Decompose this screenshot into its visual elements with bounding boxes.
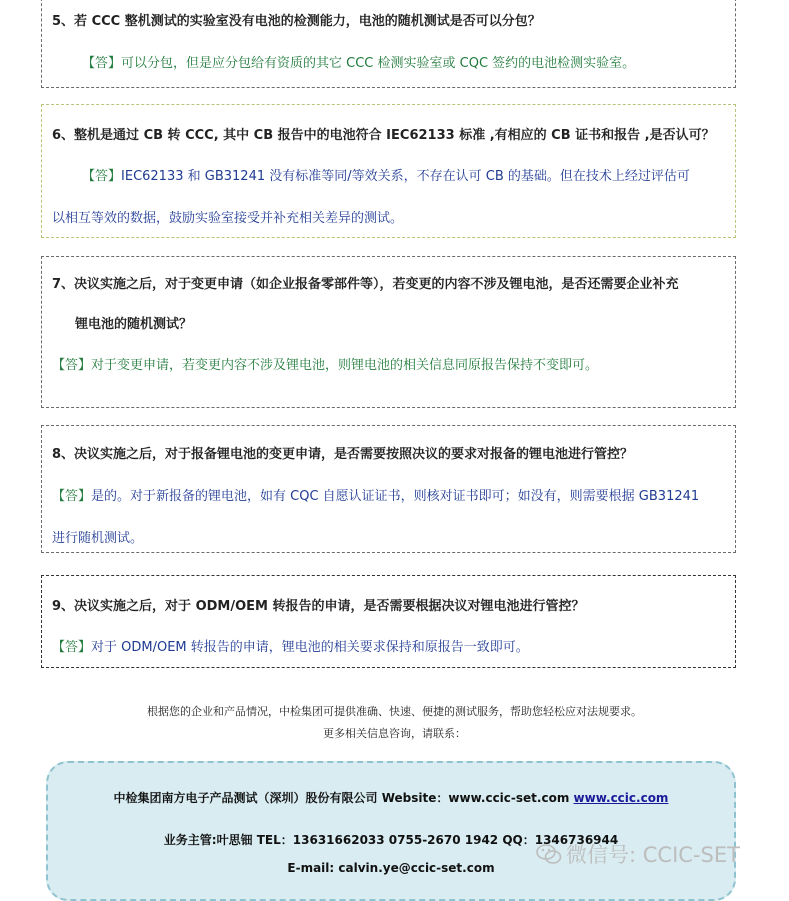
qa-box-6 xyxy=(41,104,736,238)
question-9: 9、决议实施之后，对于 ODM/OEM 转报告的申请，是否需要根据决议对锂电池进行管控？ xyxy=(52,599,585,614)
wechat-icon xyxy=(536,843,562,865)
question-6: 6、整机是通过 CB 转 CCC, 其中 CB 报告中的电池符合 IEC62133 标准 ,有相应的 CB 证书和报告 ,是否认可？ xyxy=(52,128,715,143)
answer-8 xyxy=(52,485,699,504)
manager-line: 业务主管:叶思钿 TEL：13631662033 0755-2670 1942 QQ：1346736944 xyxy=(163,833,619,847)
question-7: 7、决议实施之后，对于变更申请（如企业报备零部件等），若变更的内容不涉及锂电池，是否还需要企业补充 xyxy=(52,277,679,292)
qa-box-7 xyxy=(41,256,736,408)
answer-5 xyxy=(82,52,635,71)
answer-tag: 【答】 xyxy=(82,169,122,184)
answer-tag: 【答】 xyxy=(82,56,122,71)
answer-text: 是的。对于新报备的锂电池，如有 CQC 自愿认证证书，则核对证书即可；如没有，则需要根据 GB31241 xyxy=(91,489,700,504)
question-5: 5、若 CCC 整机测试的实验室没有电池的检测能力，电池的随机测试是否可以分包？ xyxy=(52,14,541,29)
company-name: 中检集团南方电子产品测试（深圳）股份有限公司 Website： xyxy=(113,791,449,805)
answer-text: 对于变更申请，若变更内容不涉及锂电池，则锂电池的相关信息同原报告保持不变即可。 xyxy=(91,358,599,373)
answer-8-cont: 进行随机测试。 xyxy=(52,531,144,546)
answer-6 xyxy=(82,165,690,184)
email-line: E-mail: calvin.ye@ccic-set.com xyxy=(287,861,495,875)
qa-box-8 xyxy=(41,425,736,553)
qa-box-9 xyxy=(41,575,736,668)
answer-tag: 【答】 xyxy=(52,489,92,504)
question-7-cont: 锂电池的随机测试？ xyxy=(75,317,193,332)
question-8: 8、决议实施之后，对于报备锂电池的变更申请，是否需要按照决议的要求对报备的锂电池进行管控？ xyxy=(52,447,634,462)
contact-card xyxy=(46,761,736,901)
footer-line-1: 根据您的企业和产品情况，中检集团可提供准确、快速、便捷的测试服务，帮助您轻松应对法规要求。 xyxy=(147,705,642,718)
answer-text: IEC62133 和 GB31241 没有标准等同/等效关系，不存在认可 CB 的基础。但在技术上经过评估可 xyxy=(121,169,690,184)
answer-7 xyxy=(52,354,598,373)
answer-tag: 【答】 xyxy=(52,640,92,655)
answer-text: 可以分包，但是应分包给有资质的其它 CCC 检测实验室或 CQC 签约的电池检测实验室。 xyxy=(121,56,636,71)
answer-9 xyxy=(52,636,529,655)
website-link-1[interactable]: www.ccic-set.com xyxy=(448,791,570,805)
company-line xyxy=(48,789,734,806)
answer-6-cont: 以相互等效的数据，鼓励实验室接受并补充相关差异的测试。 xyxy=(52,211,404,226)
watermark-text: 微信号: CCIC-SET xyxy=(566,843,740,867)
wechat-watermark xyxy=(536,839,740,869)
website-link-2[interactable]: www.ccic.com xyxy=(573,791,669,805)
footer-line-2: 更多相关信息咨询，请联系： xyxy=(323,727,466,740)
answer-text: 对于 ODM/OEM 转报告的申请，锂电池的相关要求保持和原报告一致即可。 xyxy=(91,640,529,655)
answer-tag: 【答】 xyxy=(52,358,92,373)
qa-box-5 xyxy=(41,0,736,88)
